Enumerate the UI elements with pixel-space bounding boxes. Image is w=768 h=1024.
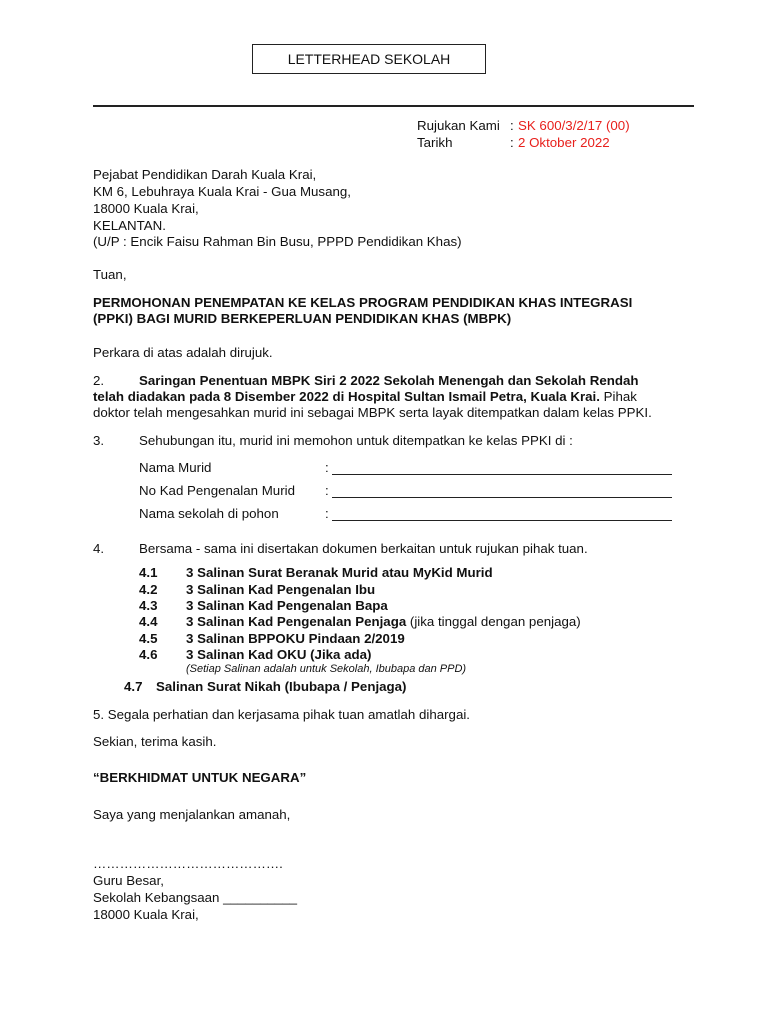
attachment-number: 4.5	[139, 631, 158, 646]
attachment-text: 3 Salinan Kad Pengenalan Penjaga	[186, 614, 407, 629]
field-label-school-name: Nama sekolah di pohon	[139, 506, 279, 521]
header-rule	[93, 105, 694, 107]
attachment-text: 3 Salinan Surat Beranak Murid atau MyKid Murid	[186, 565, 493, 580]
address-line: KM 6, Lebuhraya Kuala Krai - Gua Musang,	[93, 184, 351, 199]
attachment-text: 3 Salinan Kad Pengenalan Ibu	[186, 582, 376, 597]
attachment-number: 4.7	[124, 679, 143, 694]
reference-colon: :	[510, 118, 514, 133]
attachment-number: 4.6	[139, 647, 158, 662]
intro-text: Perkara di atas adalah dirujuk.	[93, 345, 273, 360]
attachment-text: 3 Salinan Kad Pengenalan Bapa	[186, 598, 388, 613]
address-line: Pejabat Pendidikan Darah Kuala Krai,	[93, 167, 317, 182]
attachment-text: Salinan Surat Nikah (Ibubapa / Penjaga)	[156, 679, 407, 694]
field-label-ic-number: No Kad Pengenalan Murid	[139, 483, 295, 498]
salutation: Tuan,	[93, 267, 127, 282]
attachment-number: 4.3	[139, 598, 158, 613]
attachment-number: 4.1	[139, 565, 158, 580]
attachment-item	[186, 598, 388, 613]
date-colon: :	[510, 135, 514, 150]
signature-school: Sekolah Kebangsaan __________	[93, 890, 298, 905]
field-colon: :	[325, 460, 329, 475]
field-colon: :	[325, 506, 329, 521]
attachment-note: (Setiap Salinan adalah untuk Sekolah, Ibubapa dan PPD)	[186, 663, 467, 675]
signature-dots: …………………………………….	[93, 856, 283, 871]
paragraph-3-text: Sehubungan itu, murid ini memohon untuk ditempatkan ke kelas PPKI di :	[139, 433, 573, 448]
address-attention: (U/P : Encik Faisu Rahman Bin Busu, PPPD Pendidikan Khas)	[93, 234, 462, 249]
attachment-item	[186, 614, 581, 629]
subject-line: PERMOHONAN PENEMPATAN KE KELAS PROGRAM PENDIDIKAN KHAS INTEGRASI	[93, 295, 633, 310]
paragraph-number: 2.	[93, 373, 105, 388]
trust-text: Saya yang menjalankan amanah,	[93, 807, 291, 822]
ic-number-blank[interactable]	[332, 485, 672, 498]
reference-value: SK 600/3/2/17 (00)	[518, 118, 630, 133]
attachment-number: 4.2	[139, 582, 158, 597]
attachment-number: 4.4	[139, 614, 158, 629]
paragraph-number: 3.	[93, 433, 105, 448]
reference-label: Rujukan Kami	[417, 118, 500, 133]
paragraph-2-line1: Saringan Penentuan MBPK Siri 2 2022 Sekolah Menengah dan Sekolah Rendah	[139, 373, 639, 388]
signature-city: 18000 Kuala Krai,	[93, 907, 199, 922]
paragraph-2-line2	[93, 389, 637, 404]
school-name-blank[interactable]	[332, 508, 672, 521]
address-line: KELANTAN.	[93, 218, 166, 233]
paragraph-4-text: Bersama - sama ini disertakan dokumen berkaitan untuk rujukan pihak tuan.	[139, 541, 588, 556]
attachment-extra: (jika tinggal dengan penjaga)	[406, 614, 581, 629]
date-value: 2 Oktober 2022	[518, 135, 610, 150]
attachment-text: 3 Salinan Kad OKU (Jika ada)	[186, 647, 372, 662]
letterhead-box: LETTERHEAD SEKOLAH	[252, 44, 486, 74]
paragraph-2-bold: telah diadakan pada 8 Disember 2022 di Hospital Sultan Ismail Petra, Kuala Krai.	[93, 389, 600, 404]
field-colon: :	[325, 483, 329, 498]
attachment-text: 3 Salinan BPPOKU Pindaan 2/2019	[186, 631, 405, 646]
attachment-item	[186, 582, 375, 597]
signature-title: Guru Besar,	[93, 873, 164, 888]
motto: “BERKHIDMAT UNTUK NEGARA”	[93, 770, 307, 785]
field-label-student-name: Nama Murid	[139, 460, 212, 475]
subject-line: (PPKI) BAGI MURID BERKEPERLUAN PENDIDIKAN KHAS (MBPK)	[93, 311, 512, 326]
paragraph-2-line3: doktor telah mengesahkan murid ini sebagai MBPK serta layak ditempatkan dalam kelas PPKI.	[93, 405, 652, 420]
attachment-item	[186, 565, 493, 580]
paragraph-2-tail: Pihak	[599, 389, 637, 404]
date-label: Tarikh	[417, 135, 453, 150]
attachment-item	[186, 631, 405, 646]
student-name-blank[interactable]	[332, 462, 672, 475]
paragraph-5-text: 5. Segala perhatian dan kerjasama pihak tuan amatlah dihargai.	[93, 707, 470, 722]
paragraph-number: 4.	[93, 541, 105, 556]
closing-text: Sekian, terima kasih.	[93, 734, 217, 749]
attachment-item	[186, 647, 371, 662]
address-line: 18000 Kuala Krai,	[93, 201, 199, 216]
